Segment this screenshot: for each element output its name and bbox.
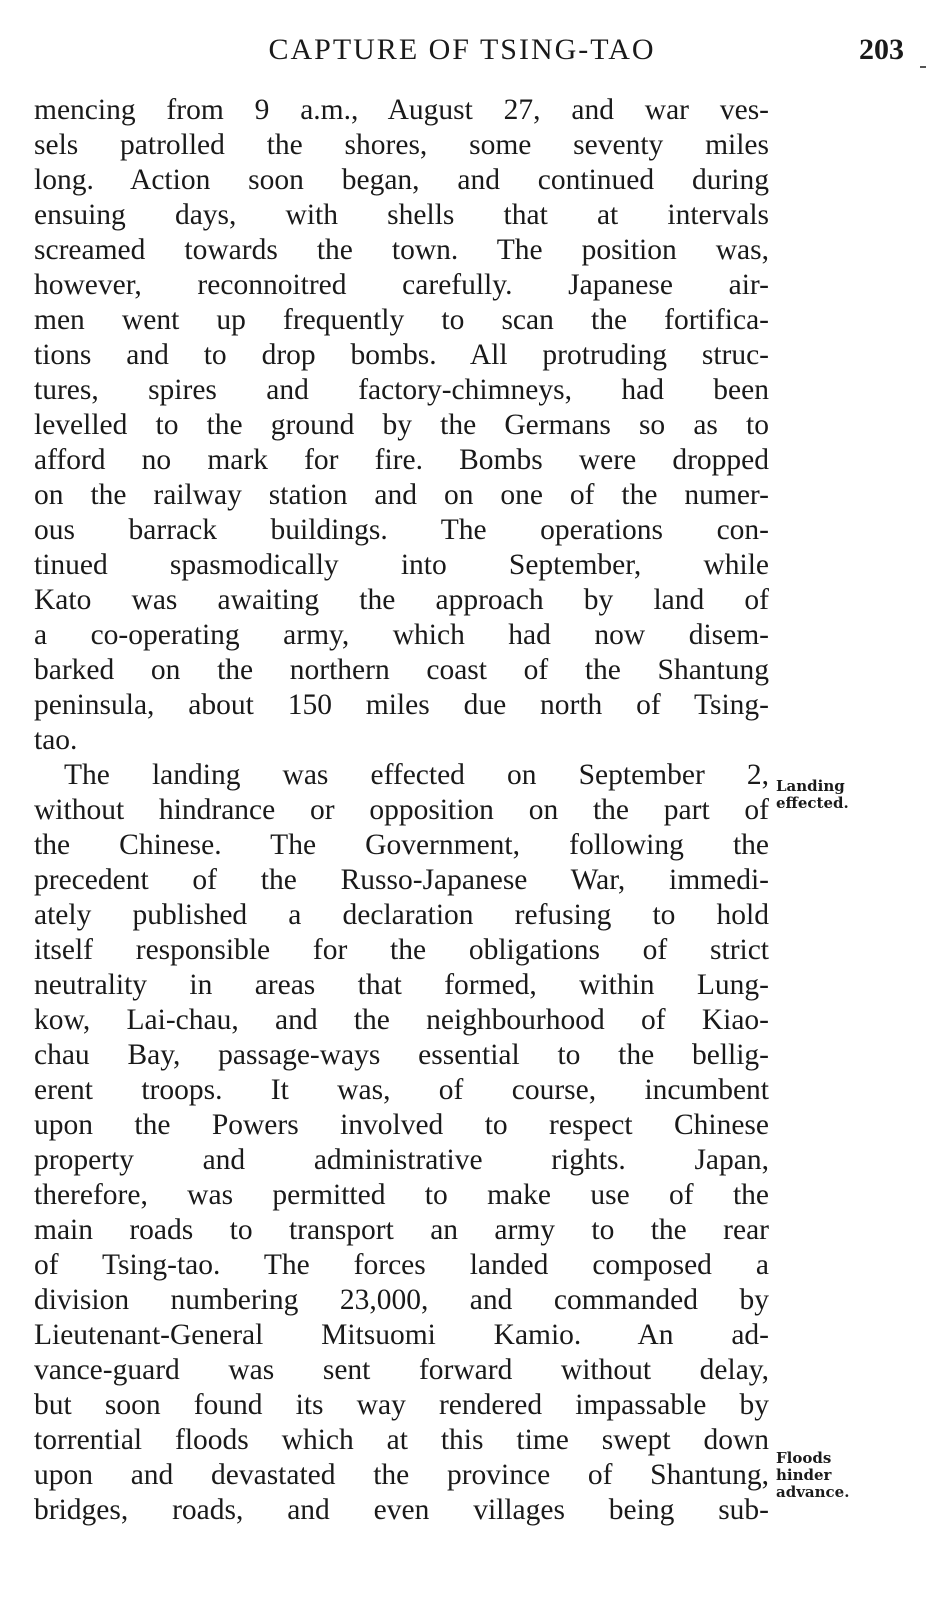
running-title: CAPTURE OF TSING-TAO: [268, 33, 656, 66]
text-line: barked on the northern coast of the Shantung: [34, 654, 769, 686]
text-line: on the railway station and on one of the numer-: [34, 479, 769, 511]
sidenote-line: hinder: [776, 1466, 832, 1484]
text-line: tures, spires and factory-chimneys, had been: [34, 374, 769, 406]
text-line: of Tsing-tao. The forces landed composed a: [34, 1249, 769, 1281]
text-line: levelled to the ground by the Germans so as to: [34, 409, 769, 441]
text-line: erent troops. It was, of course, incumbent: [34, 1074, 769, 1106]
text-line: therefore, was permitted to make use of the: [34, 1179, 769, 1211]
text-line: screamed towards the town. The position was,: [34, 234, 769, 266]
text-line: itself responsible for the obligations of strict: [34, 934, 769, 966]
text-line: men went up frequently to scan the fortifica-: [34, 304, 769, 336]
header-mark: [920, 66, 926, 68]
text-line: torrential floods which at this time swept down: [34, 1424, 769, 1456]
text-line: kow, Lai-chau, and the neighbourhood of Kiao-: [34, 1004, 769, 1036]
text-line: ous barrack buildings. The operations con-: [34, 514, 769, 546]
page-number: 203: [859, 33, 904, 66]
text-line: peninsula, about 150 miles due north of Tsing-: [34, 689, 769, 721]
text-line: the Chinese. The Government, following the: [34, 829, 769, 861]
sidenote-floods-hinder-advance: [776, 1450, 849, 1501]
sidenote-line: effected.: [776, 794, 849, 812]
text-line: ately published a declaration refusing to hold: [34, 899, 769, 931]
text-line: bridges, roads, and even villages being sub-: [34, 1494, 769, 1526]
text-line: tions and to drop bombs. All protruding struc-: [34, 339, 769, 371]
text-line: vance-guard was sent forward without delay,: [34, 1354, 769, 1386]
text-line: ensuing days, with shells that at intervals: [34, 199, 769, 231]
sidenote-line: Floods: [776, 1449, 832, 1467]
text-line: main roads to transport an army to the rear: [34, 1214, 769, 1246]
text-line: upon and devastated the province of Shantung,: [34, 1459, 769, 1491]
text-line: without hindrance or opposition on the part of: [34, 794, 769, 826]
sidenote-line: Landing: [776, 777, 845, 795]
sidenote-landing-effected: [776, 778, 849, 812]
page-header: [0, 24, 950, 72]
text-line: however, reconnoitred carefully. Japanese air-: [34, 269, 769, 301]
text-line: a co-operating army, which had now disem-: [34, 619, 769, 651]
text-line: long. Action soon began, and continued during: [34, 164, 769, 196]
text-line: neutrality in areas that formed, within Lung-: [34, 969, 769, 1001]
text-line: mencing from 9 a.m., August 27, and war ves-: [34, 94, 769, 126]
text-line: upon the Powers involved to respect Chinese: [34, 1109, 769, 1141]
sidenote-line: advance.: [776, 1483, 850, 1501]
text-line: division numbering 23,000, and commanded by: [34, 1284, 769, 1316]
text-line-paragraph-start: The landing was effected on September 2,: [64, 759, 769, 791]
text-line: Kato was awaiting the approach by land of: [34, 584, 769, 616]
text-line: sels patrolled the shores, some seventy miles: [34, 129, 769, 161]
text-line: but soon found its way rendered impassable by: [34, 1389, 769, 1421]
text-line: tinued spasmodically into September, while: [34, 549, 769, 581]
text-line: afford no mark for fire. Bombs were dropped: [34, 444, 769, 476]
text-line: chau Bay, passage-ways essential to the bellig-: [34, 1039, 769, 1071]
text-line: precedent of the Russo-Japanese War, immedi-: [34, 864, 769, 896]
body-text: [34, 93, 769, 1528]
text-line: property and administrative rights. Japan,: [34, 1144, 769, 1176]
text-line: Lieutenant-General Mitsuomi Kamio. An ad-: [34, 1319, 769, 1351]
text-line-paragraph-end: tao.: [34, 724, 78, 756]
